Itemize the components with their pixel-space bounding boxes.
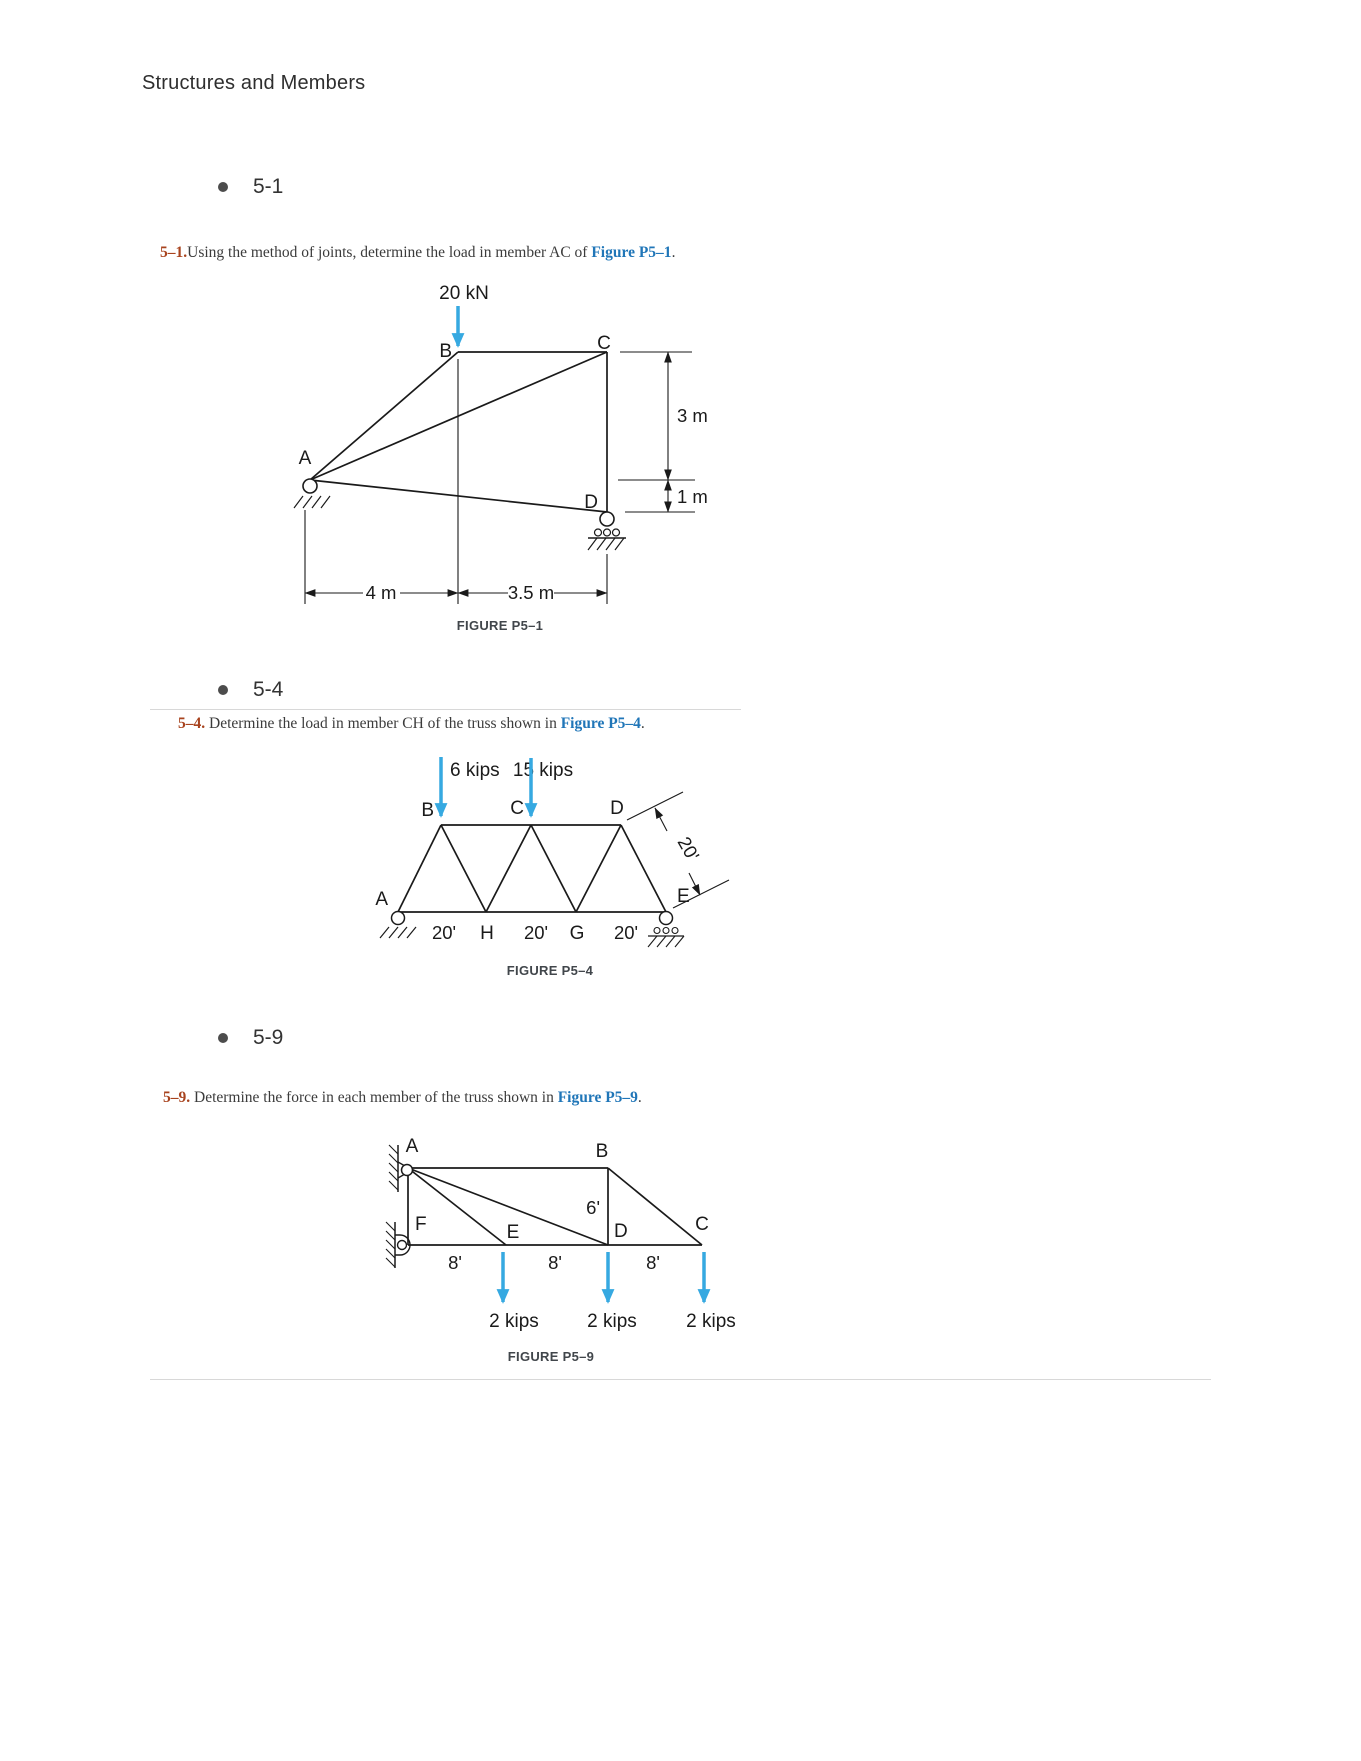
dim-20ft-span2-label: 20' bbox=[523, 922, 549, 943]
bullet-item-5-9 bbox=[218, 1025, 283, 1051]
node-f-label: F bbox=[415, 1214, 427, 1235]
figure-p5-9-diagram bbox=[370, 1130, 750, 1345]
node-d-label: D bbox=[610, 798, 624, 819]
figure-link-p5-1[interactable]: Figure P5–1 bbox=[591, 244, 672, 261]
problem-statement-5-4 bbox=[178, 715, 645, 733]
dim-1m-label: 1 m bbox=[677, 486, 708, 507]
problem-period-5-1: . bbox=[671, 244, 676, 261]
load-label-2kips-3: 2 kips bbox=[686, 1311, 736, 1332]
node-d-label: D bbox=[584, 492, 598, 513]
figure-caption-p5-9: FIGURE P5–9 bbox=[507, 1349, 595, 1364]
problem-number-5-9: 5–9. bbox=[163, 1089, 191, 1106]
pin-support-a-icon bbox=[294, 479, 330, 508]
problem-text-5-1: Using the method of joints, determine the load in member AC of bbox=[187, 244, 588, 261]
roller-support-e-icon bbox=[648, 912, 684, 948]
dim-20ft-span3-label: 20' bbox=[613, 922, 639, 943]
problem-period-5-4: . bbox=[640, 715, 645, 732]
figure-caption-p5-1: FIGURE P5–1 bbox=[456, 618, 544, 633]
pin-support-a-icon bbox=[380, 912, 416, 939]
dim-8ft-span3-label: 8' bbox=[646, 1252, 660, 1273]
figure-caption-p5-4: FIGURE P5–4 bbox=[506, 963, 594, 978]
problem-text-5-4: Determine the load in member CH of the truss shown in bbox=[209, 715, 557, 732]
bullet-dot bbox=[218, 182, 228, 192]
load-arrows bbox=[503, 1252, 704, 1302]
node-b-label: B bbox=[421, 800, 434, 821]
problem-text-5-9: Determine the force in each member of the truss shown in bbox=[194, 1089, 554, 1106]
dim-20ft-span1-label: 20' bbox=[431, 922, 457, 943]
figure-link-p5-4[interactable]: Figure P5–4 bbox=[560, 715, 641, 732]
node-e-label: E bbox=[677, 886, 690, 907]
node-c-label: C bbox=[510, 798, 524, 819]
node-b-label: B bbox=[439, 341, 452, 362]
bullet-dot bbox=[218, 685, 228, 695]
dim-3m-label: 3 m bbox=[677, 405, 708, 426]
bullet-label-5-4: 5-4 bbox=[253, 678, 284, 701]
bullet-dot bbox=[218, 1033, 228, 1043]
node-a-label: A bbox=[375, 889, 388, 910]
truss-members bbox=[398, 825, 666, 912]
load-label-6kips: 6 kips bbox=[450, 760, 500, 781]
truss-members bbox=[408, 1168, 702, 1245]
roller-support-d-icon bbox=[588, 512, 626, 550]
problem-period-5-9: . bbox=[637, 1089, 642, 1106]
node-c-label: C bbox=[695, 1214, 709, 1235]
node-c-label: C bbox=[597, 333, 611, 354]
figure-link-p5-9[interactable]: Figure P5–9 bbox=[557, 1089, 638, 1106]
truss-svg-p5-4 bbox=[360, 745, 740, 960]
bullet-item-5-1 bbox=[218, 174, 283, 200]
bullet-item-5-4 bbox=[218, 677, 283, 703]
dim-3-5m-label: 3.5 m bbox=[507, 582, 555, 603]
dim-4m-label: 4 m bbox=[365, 582, 397, 603]
dim-6ft-label: 6' bbox=[586, 1197, 600, 1218]
load-label-2kips-2: 2 kips bbox=[587, 1311, 637, 1332]
figure-p5-4-diagram bbox=[360, 745, 740, 960]
bottom-divider bbox=[150, 1379, 1211, 1380]
section-divider bbox=[150, 709, 741, 710]
problem-statement-5-1 bbox=[160, 244, 675, 262]
dim-8ft-span2-label: 8' bbox=[548, 1252, 562, 1273]
load-label-2kips-1: 2 kips bbox=[489, 1311, 539, 1332]
node-a-label: A bbox=[298, 448, 312, 469]
node-e-label: E bbox=[506, 1222, 520, 1243]
bullet-label-5-1: 5-1 bbox=[253, 175, 284, 198]
node-b-label: B bbox=[595, 1141, 609, 1162]
dimension-lines bbox=[305, 352, 695, 604]
problem-number-5-1: 5–1. bbox=[160, 244, 188, 261]
node-h-label: H bbox=[480, 923, 494, 944]
node-d-label: D bbox=[614, 1221, 628, 1242]
truss-svg-p5-9 bbox=[370, 1130, 750, 1345]
load-label-15kips: 15 kips bbox=[512, 760, 574, 781]
bullet-label-5-9: 5-9 bbox=[253, 1026, 284, 1049]
page-title: Structures and Members bbox=[142, 72, 366, 94]
figure-p5-1-diagram bbox=[280, 280, 740, 630]
load-label-20kn: 20 kN bbox=[439, 283, 489, 304]
dim-8ft-span1-label: 8' bbox=[448, 1252, 462, 1273]
node-g-label: G bbox=[569, 923, 585, 944]
wall-roller-support-f-icon bbox=[386, 1222, 410, 1268]
truss-svg-p5-1 bbox=[280, 280, 740, 630]
dim-20ft-slant-label: 20' bbox=[673, 833, 704, 865]
node-a-label: A bbox=[405, 1136, 419, 1157]
problem-number-5-4: 5–4. bbox=[178, 715, 206, 732]
problem-statement-5-9 bbox=[163, 1089, 642, 1107]
